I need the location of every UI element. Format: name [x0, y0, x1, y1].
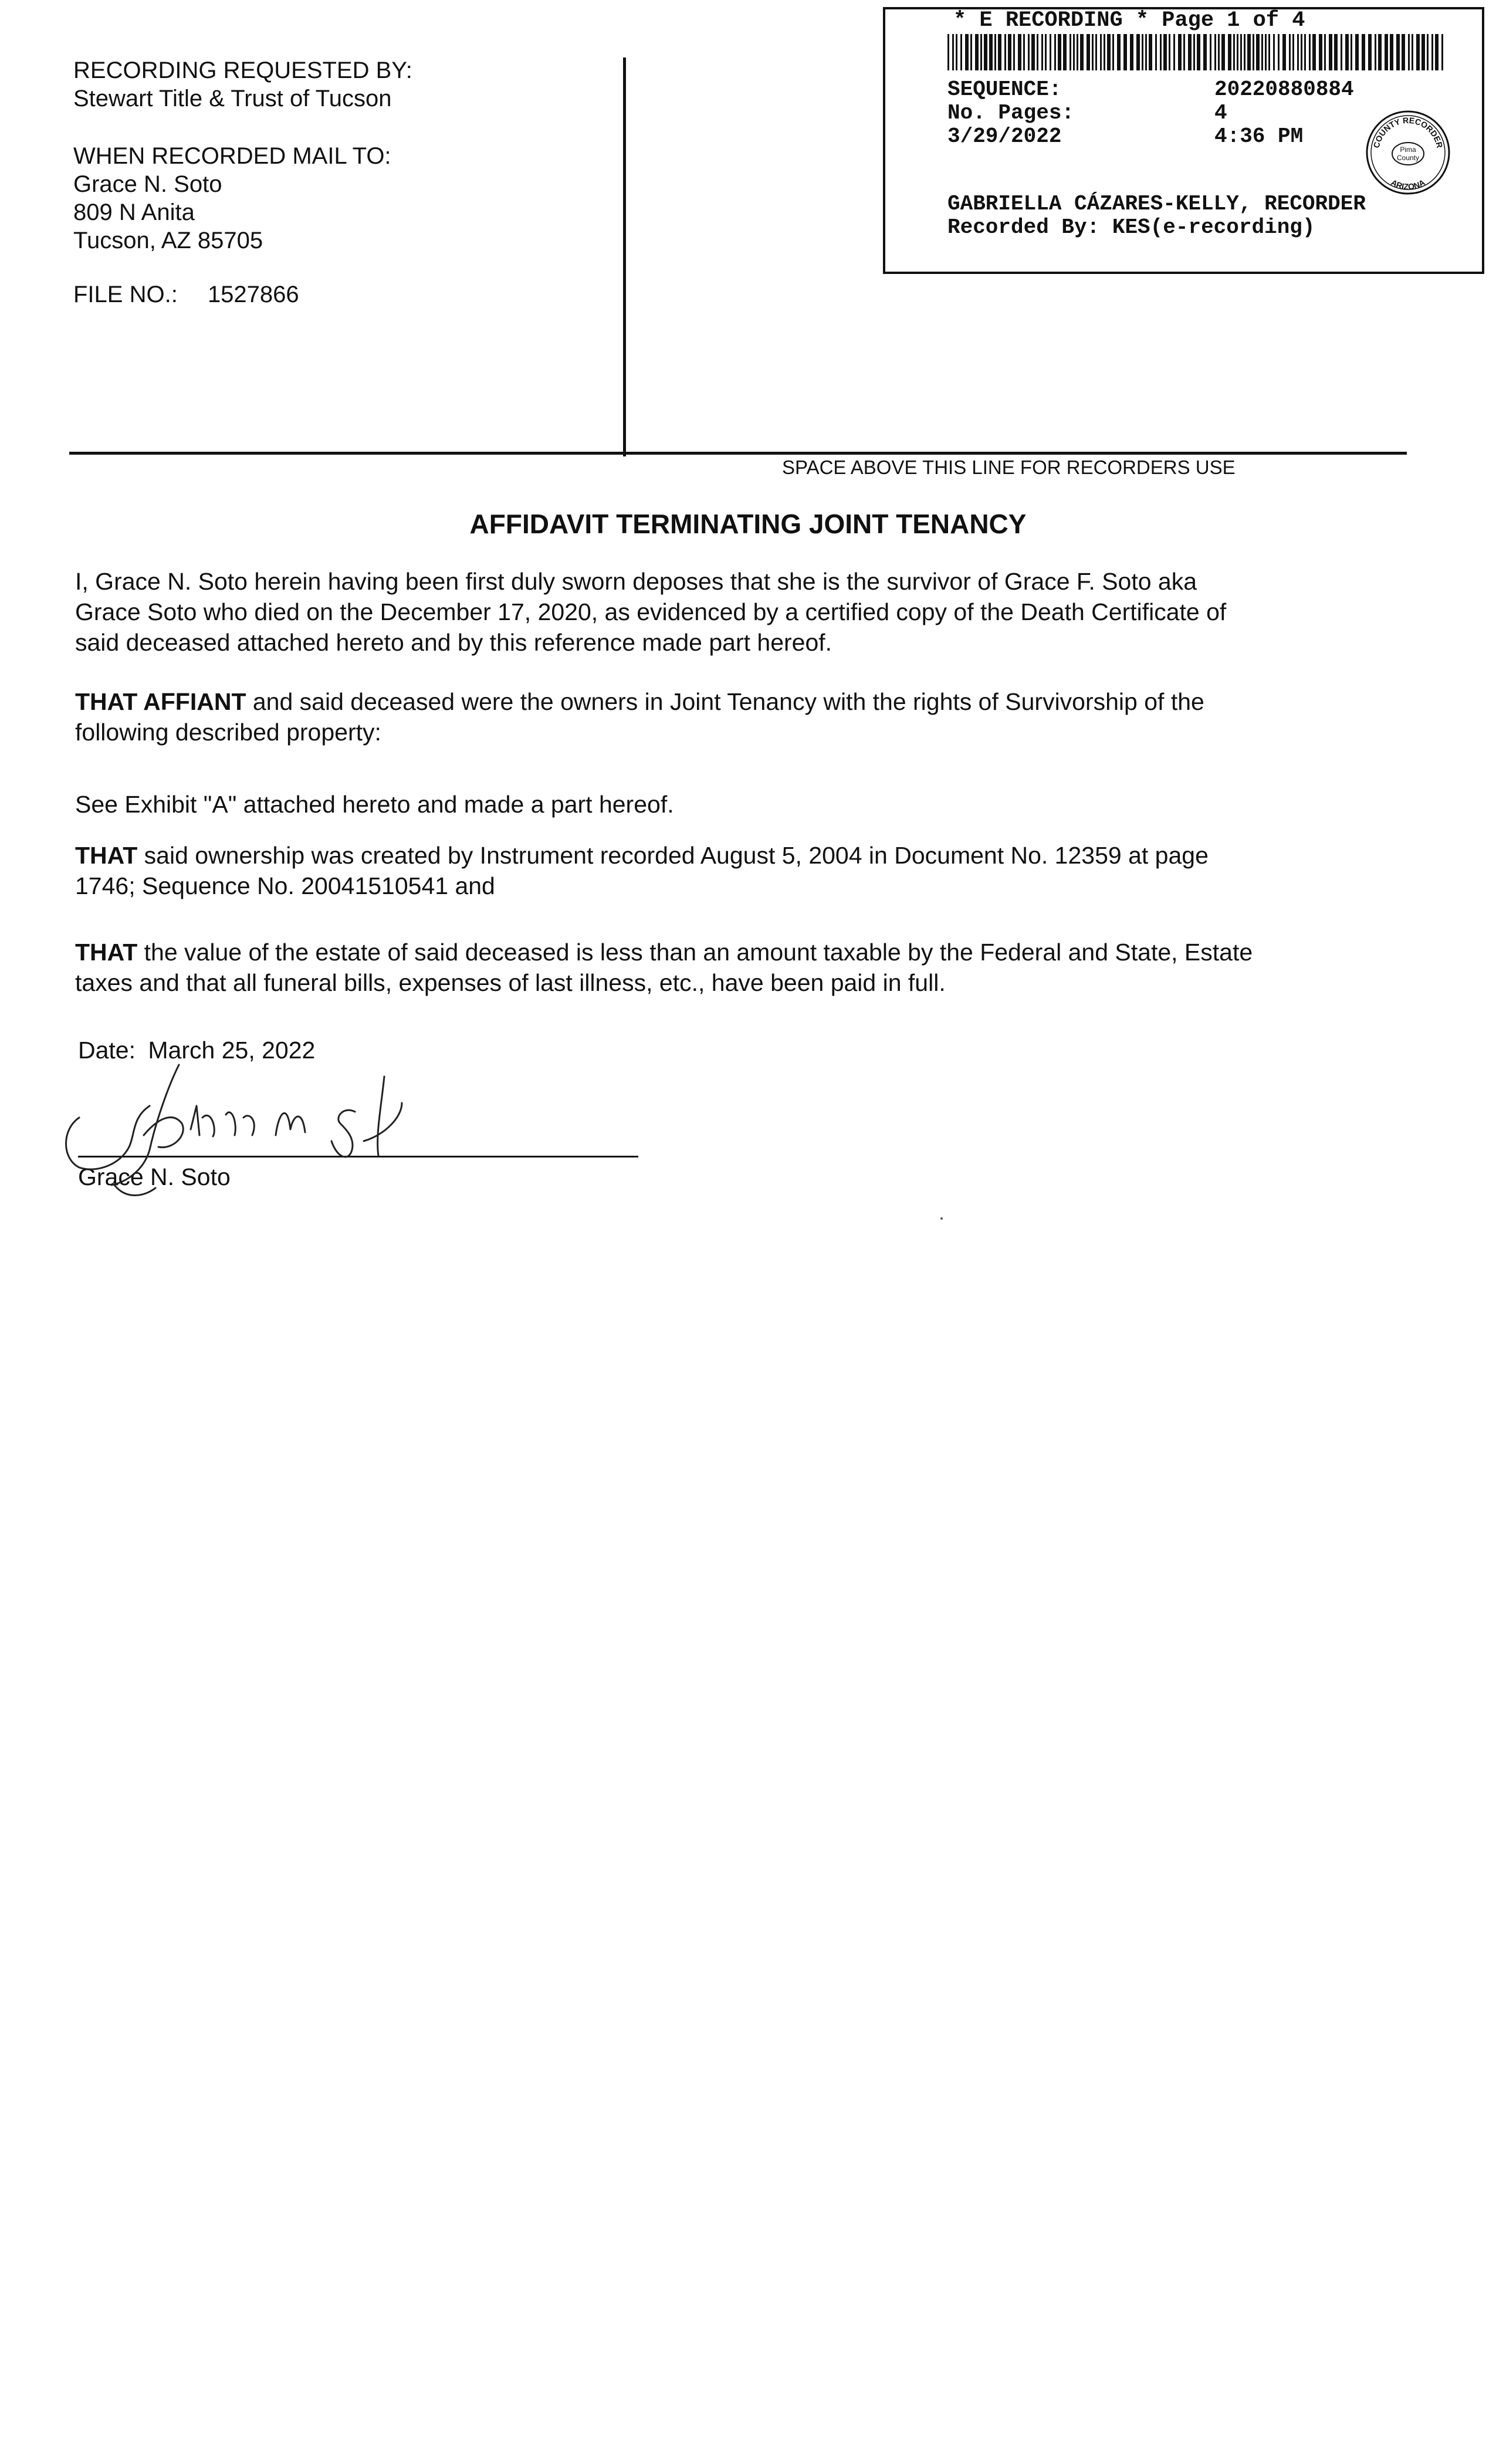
barcode-bar — [1095, 34, 1097, 70]
barcode-bar — [1142, 34, 1143, 70]
paragraph-survivor — [75, 566, 1424, 658]
recorder-space-line — [69, 452, 1407, 455]
barcode-bar — [1253, 34, 1254, 70]
barcode-bar — [1210, 34, 1211, 70]
barcode-bar — [1104, 34, 1105, 70]
barcode-bar — [947, 34, 949, 70]
barcode-bar — [965, 34, 969, 70]
date-label: Date: — [78, 1037, 136, 1064]
barcode-bar — [1203, 34, 1207, 70]
barcode-bar — [998, 34, 1001, 70]
paragraph-line: said ownership was created by Instrument recorded August 5, 2004 in Document No. 12359 at page — [137, 842, 1209, 869]
barcode-bar — [1256, 34, 1260, 70]
recording-requested-label: RECORDING REQUESTED BY: — [73, 57, 412, 83]
barcode-bar — [1169, 34, 1170, 70]
mail-to-city: Tucson, AZ 85705 — [73, 228, 263, 253]
paragraph-estate — [75, 937, 1424, 998]
barcode-bar — [1412, 34, 1413, 70]
barcode-bar — [1244, 34, 1245, 70]
barcode-bar — [1037, 34, 1038, 70]
mail-to-block — [73, 142, 391, 255]
barcode-bar — [1304, 34, 1306, 70]
barcode-bar — [1058, 34, 1061, 70]
barcode-bar — [1080, 34, 1084, 70]
barcode-bar — [1228, 34, 1231, 70]
barcode-bar — [1013, 34, 1015, 70]
barcode-bar — [1107, 34, 1111, 70]
barcode-bar — [980, 34, 982, 70]
pages-value: 4 — [1214, 101, 1227, 125]
seal-center-text-2: County — [1396, 154, 1420, 162]
barcode-bar — [1421, 34, 1425, 70]
barcode-bar — [1178, 34, 1182, 70]
barcode-bar — [1435, 34, 1439, 70]
paragraph-line: said deceased attached hereto and by this reference made part hereof. — [75, 629, 832, 656]
svg-text:ARIZONA — [1389, 178, 1426, 192]
barcode-bar — [1265, 34, 1267, 70]
barcode-bar — [1130, 34, 1133, 70]
paragraph-line: 1746; Sequence No. 20041510541 and — [75, 872, 495, 899]
paragraph-line: Grace Soto who died on the December 17, 2020, as evidenced by a certified copy of the Death Certificate of — [75, 598, 1227, 625]
barcode-bar — [1045, 34, 1047, 70]
barcode-bar — [1427, 34, 1429, 70]
barcode-bar — [1183, 34, 1185, 70]
barcode-bar — [1218, 34, 1220, 70]
barcode-bar — [1155, 34, 1157, 70]
barcode-bar — [1173, 34, 1175, 70]
barcode-bar — [1163, 34, 1167, 70]
barcode-bar — [1289, 34, 1291, 70]
barcode-bar — [989, 34, 993, 70]
file-number — [73, 282, 299, 308]
header-divider-vertical — [623, 57, 626, 456]
barcode-bar — [1112, 34, 1114, 70]
barcode-bar — [1077, 34, 1078, 70]
barcode-bar — [1247, 34, 1251, 70]
affiant-lead: THAT AFFIANT — [75, 688, 246, 715]
mail-to-name: Grace N. Soto — [73, 171, 222, 197]
file-no-label: FILE NO.: — [73, 282, 178, 307]
paragraph-line: and said deceased were the owners in Joint Tenancy with the rights of Survivorship of the — [246, 688, 1204, 715]
barcode-bar — [1100, 34, 1102, 70]
paragraph-line: the value of the estate of said deceased is less than an amount taxable by the Federal and State, Estate — [137, 939, 1253, 966]
barcode-bar — [1268, 34, 1270, 70]
barcode-bar — [1309, 34, 1311, 70]
barcode-bar — [1408, 34, 1410, 70]
barcode-bar — [1390, 34, 1393, 70]
barcode-bar — [1028, 34, 1030, 70]
barcode-bar — [1214, 34, 1216, 70]
pages-label: No. Pages: — [947, 101, 1075, 125]
seal-top-text: COUNTY RECORDER — [1371, 115, 1445, 149]
signer-name: Grace N. Soto — [78, 1163, 231, 1190]
barcode-bar — [1396, 34, 1400, 70]
barcode-bar — [1050, 34, 1051, 70]
barcode-bar — [1069, 34, 1071, 70]
ownership-lead: THAT — [75, 842, 138, 869]
barcode-bar — [956, 34, 957, 70]
barcode-bar — [1136, 34, 1140, 70]
barcode-bar — [1431, 34, 1433, 70]
barcode-bar — [1319, 34, 1322, 70]
barcode-bar — [1273, 34, 1275, 70]
stamp-heading: * E RECORDING * Page 1 of 4 — [953, 8, 1305, 33]
barcode-bar — [1351, 34, 1352, 70]
barcode-bar — [1312, 34, 1316, 70]
barcode-bar — [1073, 34, 1075, 70]
scan-speck — [940, 1217, 943, 1220]
barcode-bar — [1345, 34, 1349, 70]
barcode-bar — [1041, 34, 1043, 70]
barcode-bar — [1341, 34, 1342, 70]
handwritten-signature — [56, 1047, 431, 1211]
recorder-name: GABRIELLA CÁZARES-KELLY, RECORDER — [947, 192, 1366, 216]
barcode-bar — [1282, 34, 1286, 70]
barcode-bar — [1018, 34, 1021, 70]
barcode-bar — [970, 34, 972, 70]
barcode-bar — [1362, 34, 1365, 70]
recorded-by: Recorded By: KES(e-recording) — [947, 215, 1315, 239]
recorder-space-note: SPACE ABOVE THIS LINE FOR RECORDERS USE — [782, 456, 1236, 478]
recording-requested-block — [73, 56, 412, 113]
date-value: March 25, 2022 — [148, 1037, 316, 1064]
barcode-bar — [1160, 34, 1162, 70]
barcode-bar — [1145, 34, 1147, 70]
mail-to-street: 809 N Anita — [73, 199, 195, 225]
file-no-value: 1527866 — [207, 282, 299, 307]
barcode-bar — [960, 34, 962, 70]
document-title: AFFIDAVIT TERMINATING JOINT TENANCY — [469, 509, 1027, 539]
barcode-bar — [1117, 34, 1121, 70]
barcode-bar — [1031, 34, 1035, 70]
barcode-bar — [1297, 34, 1299, 70]
barcode-bar — [1292, 34, 1294, 70]
barcode-bar — [1324, 34, 1326, 70]
county-recorder-seal — [1364, 109, 1452, 197]
barcode-bar — [1368, 34, 1372, 70]
barcode-bar — [1278, 34, 1280, 70]
paragraph-line: I, Grace N. Soto herein having been first duly sworn deposes that she is the survivor of Grace F. Soto aka — [75, 568, 1197, 595]
barcode-bar — [1334, 34, 1338, 70]
barcode — [947, 34, 1446, 70]
barcode-bar — [1193, 34, 1195, 70]
seal-bottom-text: ARIZONA — [1389, 177, 1427, 192]
barcode-bar — [984, 34, 987, 70]
paragraph-exhibit: See Exhibit "A" attached hereto and made a part hereof. — [75, 791, 674, 818]
barcode-bar — [1008, 34, 1011, 70]
barcode-bar — [1261, 34, 1263, 70]
barcode-bar — [1087, 34, 1090, 70]
seal-center-text-1: Pima — [1400, 145, 1416, 154]
barcode-bar — [1233, 34, 1235, 70]
barcode-bar — [1385, 34, 1388, 70]
barcode-bar — [1197, 34, 1200, 70]
barcode-bar — [1441, 34, 1443, 70]
mail-to-label: WHEN RECORDED MAIL TO: — [73, 143, 391, 169]
paragraph-line: following described property: — [75, 719, 381, 746]
sequence-value: 20220880884 — [1214, 77, 1354, 101]
barcode-bar — [1237, 34, 1238, 70]
barcode-bar — [1355, 34, 1359, 70]
barcode-bar — [1092, 34, 1094, 70]
barcode-bar — [1023, 34, 1025, 70]
sequence-label: SEQUENCE: — [947, 77, 1062, 101]
barcode-bar — [1063, 34, 1067, 70]
paragraph-ownership — [75, 840, 1424, 901]
barcode-bar — [1149, 34, 1152, 70]
barcode-bar — [1301, 34, 1302, 70]
barcode-bar — [1221, 34, 1225, 70]
barcode-bar — [1188, 34, 1192, 70]
barcode-bar — [1375, 34, 1376, 70]
estate-lead: THAT — [75, 939, 138, 966]
barcode-bar — [1329, 34, 1332, 70]
barcode-bar — [1240, 34, 1242, 70]
barcode-bar — [1378, 34, 1382, 70]
barcode-bar — [1416, 34, 1420, 70]
barcode-bar — [1004, 34, 1006, 70]
barcode-bar — [994, 34, 996, 70]
paragraph-line: taxes and that all funeral bills, expenses of last illness, etc., have been paid in full. — [75, 969, 946, 996]
recording-date: 3/29/2022 — [947, 124, 1062, 148]
barcode-bar — [1123, 34, 1127, 70]
barcode-bar — [975, 34, 979, 70]
barcode-bar — [1054, 34, 1056, 70]
paragraph-affiant — [75, 686, 1424, 747]
barcode-bar — [952, 34, 954, 70]
recording-requested-value: Stewart Title & Trust of Tucson — [73, 86, 392, 111]
recording-time: 4:36 PM — [1214, 124, 1304, 148]
barcode-bar — [1402, 34, 1405, 70]
